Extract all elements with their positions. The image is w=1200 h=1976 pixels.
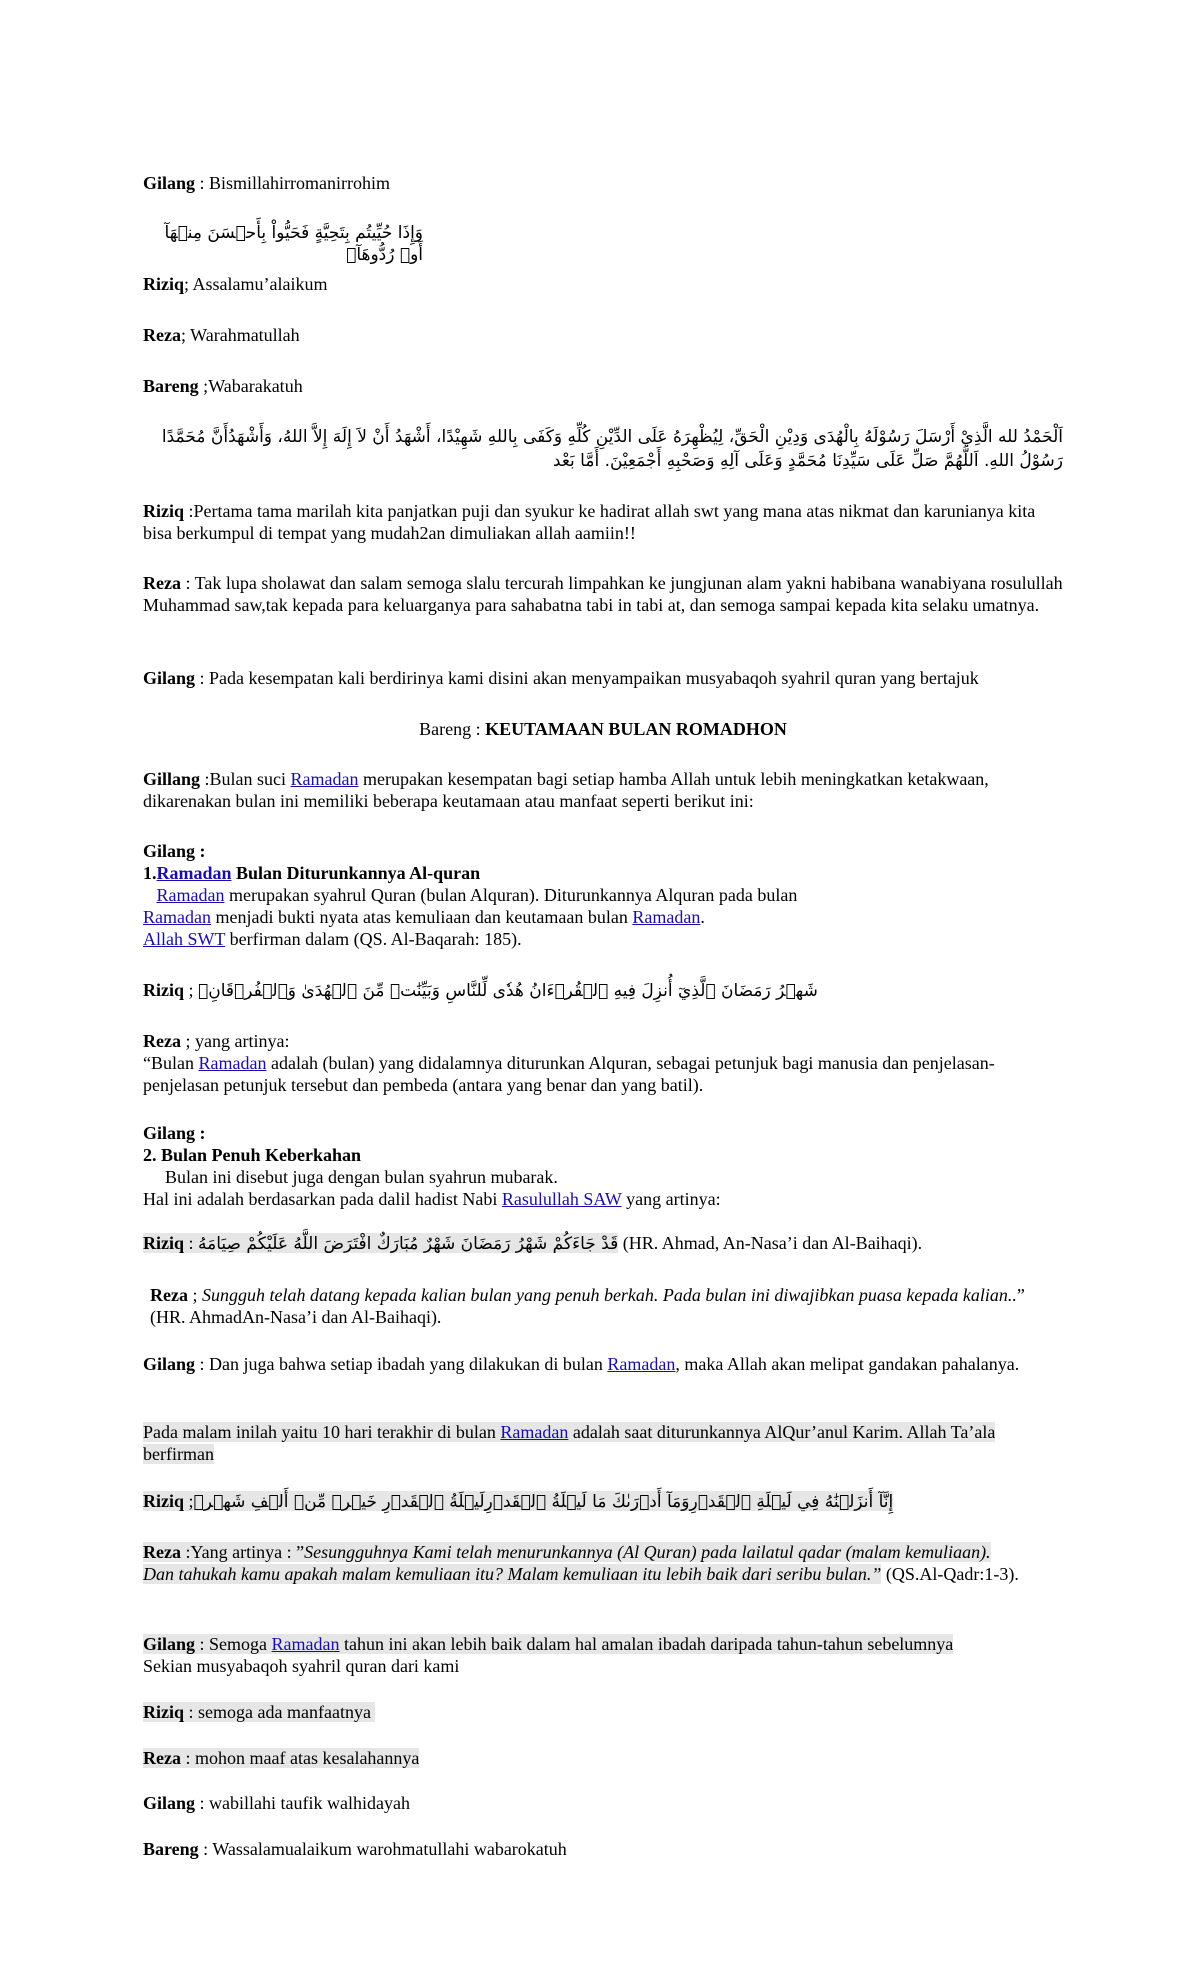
section-heading <box>143 862 1063 884</box>
line-riziq-albaqarah <box>143 979 1063 1002</box>
dialogue-text: berfirman dalam (QS. Al-Baqarah: 185). <box>225 929 522 949</box>
dialogue-text: ” (HR. AhmadAn-Nasa’i dan Al-Baihaqi). <box>150 1285 1025 1327</box>
line-riziq-pertama <box>143 500 1063 544</box>
ramadan-link[interactable]: Ramadan <box>156 863 232 883</box>
highlighted-span <box>143 1748 419 1768</box>
highlighted-span <box>143 1634 953 1654</box>
line-riziq-salam <box>143 273 1063 295</box>
separator: : <box>184 1702 199 1722</box>
paragraph-line <box>143 1188 1063 1210</box>
speaker-name: Reza <box>143 1542 181 1562</box>
speaker-name: Gilang <box>143 1634 196 1654</box>
line-reza-salam <box>143 324 1063 346</box>
rasulullah-link[interactable]: Rasulullah SAW <box>501 1189 622 1209</box>
dialogue-text: Hal ini adalah berdasarkan pada dalil hadist Nabi <box>143 1189 502 1209</box>
speaker-line <box>143 1030 1063 1052</box>
separator: : <box>180 1748 195 1768</box>
separator: : <box>195 1793 210 1813</box>
ramadan-link[interactable]: Ramadan <box>500 1422 569 1442</box>
separator: : <box>198 1839 213 1859</box>
arabic-verse-greeting: وَإِذَا حُيِّيتُم بِتَحِيَّةٍ فَحَيُّواْ بِأَحۡسَنَ مِنۡهَآ أَوۡ رُدُّوهَآۗ <box>164 223 423 265</box>
separator: : <box>195 1634 210 1654</box>
line-bareng-closing <box>143 1838 1063 1860</box>
line-riziq-hadith <box>143 1232 1063 1255</box>
separator: ; <box>198 376 209 396</box>
speaker-name: Reza <box>143 1748 181 1768</box>
italic-translation: Sungguh telah datang kepada kalian bulan yang penuh berkah. Pada bulan ini diwajibkan puasa kepada kalian.. <box>202 1285 1017 1305</box>
dialogue-text: Wassalamualaikum warohmatullahi wabarokatuh <box>212 1839 567 1859</box>
arabic-hadith: قَدْ جَاءَكُمْ شَهْرُ رَمَضَانَ شَهْرٌ مُبَارَكٌ افْتَرَضَ اللَّهُ عَلَيْكُمْ صِيَامَهُ <box>198 1234 619 1254</box>
line-gilang-kesempatan <box>143 667 1063 689</box>
dialogue-text: , maka Allah akan melipat gandakan pahalanya. <box>675 1354 1020 1374</box>
speaker-name: Bareng <box>143 376 199 396</box>
dialogue-text: adalah saat diturunkannya AlQur’anul Karim. Allah Ta’ala berfirman <box>143 1422 996 1464</box>
dialogue-text: tahun ini akan lebih baik dalam hal amalan ibadah daripada tahun-tahun sebelumnya <box>339 1634 954 1654</box>
ramadan-link[interactable]: Ramadan <box>632 907 701 927</box>
dialogue-text: Semoga <box>209 1634 272 1654</box>
arabic-verse-albaqarah: شَهۡرُ رَمَضَانَ ٱلَّذِيٓ أُنزِلَ فِيهِ ٱلۡقُرۡءَانُ هُدٗى لِّلنَّاسِ وَبَيِّنَٰتٖ مِّنَ ٱلۡهُدَىٰ وَٱلۡفُرۡقَانِۚ <box>198 981 818 1001</box>
dialogue-text: Pertama tama marilah kita panjatkan puji dan syukur ke hadirat allah swt yang mana atas nikmat dan karunianya kita bisa berkumpul di tempat yang mudah2an dimuliakan allah aamiin!! <box>143 501 1036 543</box>
speaker-name: Gilang <box>143 1354 196 1374</box>
speaker-name: Reza <box>143 325 181 345</box>
speaker-name: Reza <box>143 1031 181 1051</box>
highlighted-span <box>143 1542 991 1584</box>
line-gilang-ibadah <box>143 1353 1063 1375</box>
line-riziq-alqadr <box>143 1490 1063 1513</box>
paragraph-line: Sekian musyabaqoh syahril quran dari kami <box>143 1656 460 1676</box>
speaker-name: Riziq <box>143 1491 185 1511</box>
dialogue-text: merupakan kesempatan bagi setiap hamba Allah untuk lebih meningkatkan ketakwaan, dikarenakan bulan ini memiliki beberapa keutamaan atau manfaat seperti berikut ini: <box>143 769 989 811</box>
dialogue-text: Pada malam inilah yaitu 10 hari terakhir di bulan <box>143 1422 501 1442</box>
separator: ; <box>184 1491 194 1511</box>
dialogue-text: Wabarakatuh <box>208 376 303 396</box>
dialogue-text: Bismillahirromanirrohim <box>209 173 391 193</box>
speaker-name: Riziq <box>143 1702 185 1722</box>
section-number: 1. <box>143 863 157 883</box>
paragraph-line <box>143 928 1063 950</box>
speaker-name: Riziq <box>143 1233 185 1253</box>
highlighted-span <box>143 1233 618 1253</box>
separator: : <box>180 573 195 593</box>
section-2-bulan-berkah <box>143 1122 1063 1210</box>
dialogue-text: wabillahi taufik walhidayah <box>209 1793 410 1813</box>
line-reza-artinya-1 <box>143 1030 1063 1096</box>
speaker-name: Gilang <box>143 1793 196 1813</box>
line-malam-inilah <box>143 1421 1063 1465</box>
ramadan-link[interactable]: Ramadan <box>198 1053 267 1073</box>
separator: : <box>184 1233 199 1253</box>
line-bareng-title <box>143 718 1063 740</box>
dialogue-text: :Bulan suci <box>200 769 291 789</box>
dialogue-text: merupakan syahrul Quran (bulan Alquran). Diturunkannya Alquran pada bulan <box>224 885 798 905</box>
line-reza-maaf <box>143 1747 1063 1769</box>
line-reza-sholawat <box>143 572 1063 616</box>
dialogue-text: (QS.Al-Qadr:1-3). <box>881 1564 1019 1584</box>
dialogue-text: yang artinya: <box>621 1189 721 1209</box>
separator: ; yang artinya: <box>180 1031 290 1051</box>
arabic-opening-prayer: اَلْحَمْدُ لله الَّذِيْ أَرْسَلَ رَسُوْلَهُ بِالْهُدَى وَدِيْنِ الْحَقِّ، لِيُظْهِرَهُ عَلَى الدِّيْنِ كُلِّهِ وَكَفَى بِاللهِ شَهِيْدًا، أَشْهَدُ أَنْ لاَ إِلَهَ إِلاَّ اللهُ، وَأَشْهَدُأَنَّ مُحَمَّدًا رَسُوْلُ اللهِ. اَللَّهُمَّ صَلِّ عَلَى سَيِّدِنَا مُحَمَّدٍ وَعَلَى آلِهِ وَصَحْبِهِ أَجْمَعِيْنَ. أَمَّا بَعْد <box>161 427 1063 471</box>
translation-text <box>143 1052 1063 1096</box>
paragraph-line: Bulan ini disebut juga dengan bulan syahrun mubarak. <box>165 1167 558 1187</box>
ramadan-link[interactable]: Ramadan <box>143 907 211 927</box>
separator: : <box>195 173 210 193</box>
speaker-name: Riziq <box>143 501 185 521</box>
speaker-name: Riziq <box>143 274 185 294</box>
speaker-name: Gilang : <box>143 841 206 861</box>
arabic-verse-alqadr: إِنَّآ أَنزَلۡنَٰهُ فِي لَيۡلَةِ ٱلۡقَدۡرِوَمَآ أَدۡرَىٰكَ مَا لَيۡلَةُ ٱلۡقَدۡرِلَيۡلَةُ ٱلۡقَدۡرِ خَيۡرٞ مِّنۡ أَلۡفِ شَهۡرٖ <box>193 1492 894 1512</box>
separator: ; <box>187 1285 202 1305</box>
highlighted-span <box>143 1491 893 1511</box>
speaker-name: Reza <box>143 573 181 593</box>
line-gillang-bulan-suci <box>143 768 1063 812</box>
line-gilang-wabillahi <box>143 1792 1063 1814</box>
separator: ; <box>184 980 199 1000</box>
dialogue-text: Pada kesempatan kali berdirinya kami disini akan menyampaikan musyabaqoh syahril quran yang bertajuk <box>209 668 979 688</box>
dialogue-text: menjadi bukti nyata atas kemuliaan dan keutamaan bulan <box>210 907 633 927</box>
speaker-name: Reza <box>150 1285 188 1305</box>
highlighted-span <box>143 1702 375 1722</box>
paragraph-line <box>143 1633 1063 1655</box>
line-gilang-semoga <box>143 1633 1063 1677</box>
speaker-name: Gilang <box>143 173 196 193</box>
speaker-name: Bareng <box>419 719 472 739</box>
dialogue-text: Assalamu’alaikum <box>192 274 328 294</box>
dialogue-text: semoga ada manfaatnya <box>198 1702 371 1722</box>
ramadan-link[interactable]: Ramadan <box>271 1634 340 1654</box>
line-riziq-manfaat <box>143 1701 1063 1723</box>
paragraph-line <box>143 906 1063 928</box>
speaker-name: Gillang <box>143 769 201 789</box>
italic-translation: Sesungguhnya Kami telah menurunkannya (Al Quran) pada lailatul qadar (malam kemuliaan). Dan tahukah kamu apakah malam kemuliaan itu? Malam kemuliaan itu lebih baik dari seribu bulan.” <box>143 1542 991 1584</box>
document-title: KEUTAMAAN BULAN ROMADHON <box>485 719 787 739</box>
line-reza-sungguh <box>150 1284 1063 1328</box>
dialogue-text: . <box>700 907 705 927</box>
section-heading: 2. Bulan Penuh Keberkahan <box>143 1145 362 1165</box>
separator: : <box>184 501 194 521</box>
line-reza-yang-artinya <box>143 1541 1023 1585</box>
separator: :Yang artinya : ” <box>180 1542 305 1562</box>
ramadan-link[interactable]: Ramadan <box>156 885 225 905</box>
separator: ; <box>184 274 193 294</box>
dialogue-text: (HR. Ahmad, An-Nasa’i dan Al-Baihaqi). <box>618 1233 923 1253</box>
speaker-name: Bareng <box>143 1839 199 1859</box>
separator: ; <box>180 325 191 345</box>
line-gilang-opening <box>143 172 1063 194</box>
allah-swt-link[interactable]: Allah SWT <box>143 929 226 949</box>
line-bareng-salam <box>143 375 1063 397</box>
dialogue-text: “Bulan <box>143 1053 199 1073</box>
section-1-bulan-diturunkan <box>143 840 1063 950</box>
dialogue-text: Warahmatullah <box>190 325 300 345</box>
speaker-name: Gilang <box>143 668 196 688</box>
speaker-name: Gilang : <box>143 1123 206 1143</box>
dialogue-text: Dan juga bahwa setiap ibadah yang dilakukan di bulan <box>209 1354 608 1374</box>
dialogue-text: Tak lupa sholawat dan salam semoga slalu tercurah limpahkan ke jungjunan alam yakni habibana wanabiyana rosulullah Muhammad saw,tak kepada para keluarganya para sahabatna tabi in tabi at, dan semoga sampai kepada kita selaku umatnya. <box>143 573 1063 615</box>
separator: : <box>195 668 210 688</box>
heading-text: Bulan Diturunkannya Al-quran <box>231 863 481 883</box>
highlighted-span <box>143 1422 995 1464</box>
dialogue-text: mohon maaf atas kesalahannya <box>195 1748 420 1768</box>
separator: : <box>471 719 486 739</box>
paragraph-line <box>143 884 1063 906</box>
ramadan-link[interactable]: Ramadan <box>290 769 359 789</box>
separator: : <box>195 1354 210 1374</box>
dialogue-text: adalah (bulan) yang didalamnya diturunkan Alquran, sebagai petunjuk bagi manusia dan penjelasan-penjelasan petunjuk tersebut dan pembeda (antara yang benar dan yang batil). <box>143 1053 995 1095</box>
speaker-name: Riziq <box>143 980 185 1000</box>
ramadan-link[interactable]: Ramadan <box>607 1354 676 1374</box>
